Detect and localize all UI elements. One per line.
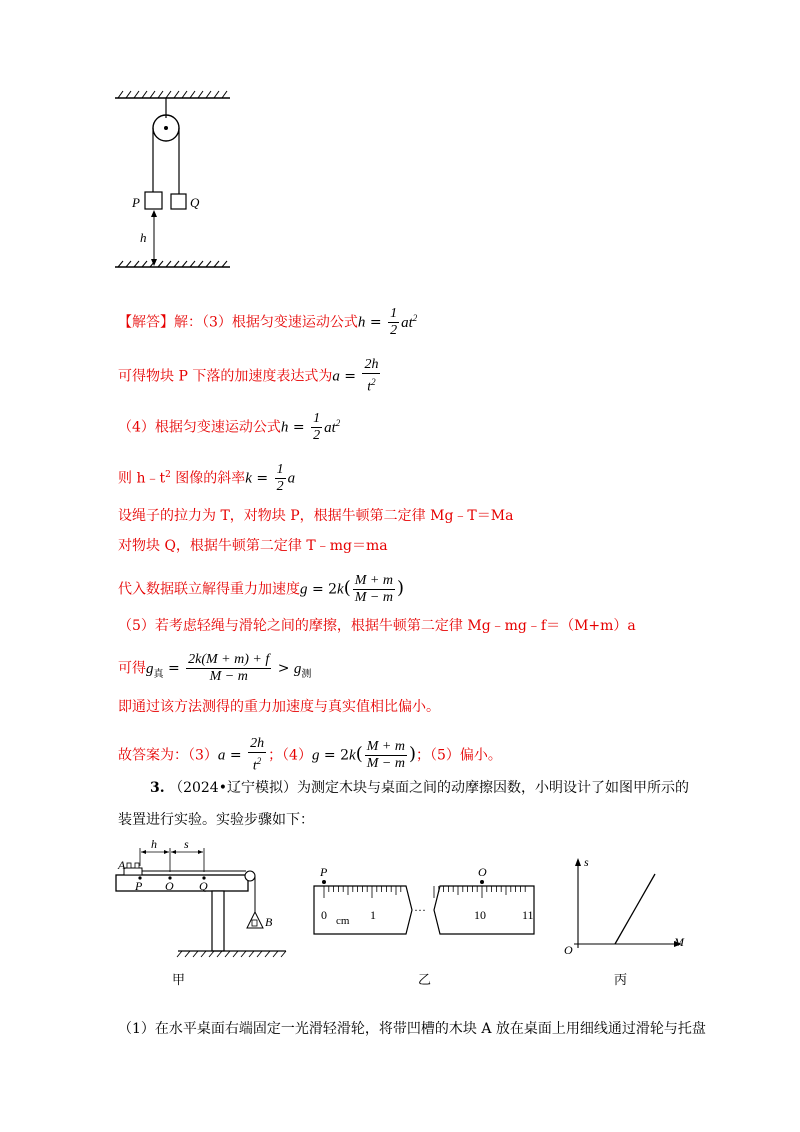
pulley-figure	[110, 86, 240, 276]
yi-tick-10: 10	[474, 908, 486, 922]
figure-bing	[560, 852, 690, 988]
yi-unit-cm: cm	[336, 915, 350, 927]
answer-line-9: 可得$g_真$ = $\frac{2k(M + m) + f}{M - m}$ > $g_测$	[118, 652, 312, 684]
answer-line-7: 代入数据联立解得重力加速度g = 2k( $\frac{M + m}{M - m}$ )	[118, 573, 405, 605]
label-p: P	[132, 195, 140, 210]
jia-label-a: A	[118, 858, 126, 872]
answer-line-11: 故答案为：（3）a = $\frac{2h}{t^2}$ ；（4）g = 2k( $\frac{M + m}{M - m}$ )；（5）偏小。	[118, 736, 502, 774]
answer-line-8: （5）若考虑轻绳与滑轮之间的摩擦，根据牛顿第二定律 Mg﹣mg﹣f＝（M+m）a	[118, 618, 636, 634]
label-q: Q	[190, 195, 200, 210]
answer-line-5: 设绳子的拉力为 T，对物块 P，根据牛顿第二定律 Mg﹣T＝Ma	[118, 508, 514, 524]
yi-ellipsis: ···	[414, 903, 426, 917]
bing-label-m: M	[674, 935, 684, 949]
question-3-line-2: 装置进行实验。实验步骤如下：	[118, 812, 314, 828]
answer-line-10: 即通过该方法测得的重力加速度与真实值相比偏小。	[118, 699, 440, 715]
answer-line-2: 可得物块 P 下落的加速度表达式为a = $\frac{2h}{t^2}$	[118, 357, 379, 395]
yi-caption: 乙	[418, 972, 432, 987]
bing-caption: 丙	[614, 972, 628, 987]
jia-label-b: B	[265, 915, 273, 929]
question-3-line-1: 3. （2024•辽宁模拟）为测定木块与桌面之间的动摩擦因数，小明设计了如图甲所示的	[150, 780, 689, 796]
jia-label-h: h	[151, 838, 157, 851]
figure-jia	[112, 838, 292, 988]
yi-tick-0: 0	[321, 908, 327, 922]
answer-line-1: 【解答】解：（3）根据匀变速运动公式h = $\frac{1}{2}$ $at^2$	[118, 306, 418, 338]
answer-prefix: 【解答】	[118, 314, 174, 331]
answer-line-3: （4）根据匀变速运动公式h = $\frac{1}{2}$ $at^2$	[118, 411, 341, 443]
answer-line-6: 对物块 Q，根据牛顿第二定律 T﹣mg＝ma	[118, 538, 388, 554]
bing-label-o: O	[564, 943, 573, 957]
question-number: 3.	[150, 780, 165, 796]
question-3-step-1: （1）在水平桌面右端固定一光滑轻滑轮，将带凹槽的木块 A 放在桌面上用细线通过滑轮与托盘	[118, 1021, 706, 1037]
yi-label-p: P	[320, 865, 328, 879]
jia-label-s: s	[184, 838, 189, 851]
figure-yi	[308, 858, 544, 988]
yi-tick-1: 1	[370, 908, 376, 922]
yi-tick-11: 11	[522, 908, 534, 922]
answer-line-4: 则 $h﹣t^2$ 图像的斜率k = $\frac{1}{2}$ a	[118, 462, 296, 494]
jia-label-q: Q	[199, 879, 208, 893]
jia-caption: 甲	[172, 972, 186, 987]
jia-label-p: P	[135, 879, 143, 893]
yi-label-o: O	[478, 865, 487, 879]
label-h: h	[140, 230, 147, 245]
jia-label-o: O	[165, 879, 174, 893]
bing-label-s: s	[584, 855, 589, 869]
